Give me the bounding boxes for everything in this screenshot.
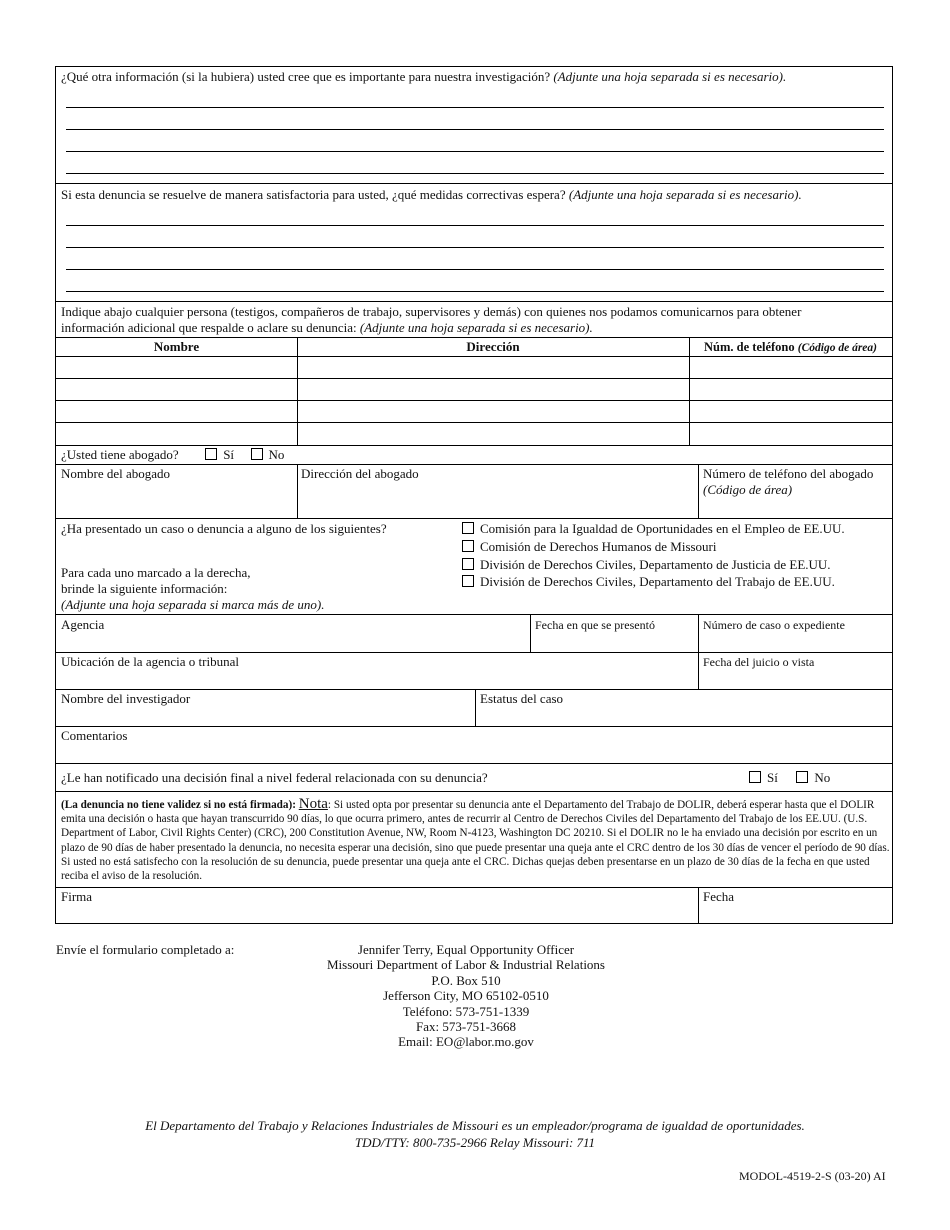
status-label: Estatus del caso (480, 691, 564, 706)
remedy-line-1[interactable] (66, 225, 884, 226)
attorney-name-label: Nombre del abogado (61, 466, 171, 481)
mail-to-label: Envíe el formulario completado a: (56, 942, 235, 957)
address-line: P.O. Box 510 (431, 972, 501, 988)
other-info-line-4[interactable] (66, 173, 884, 174)
location-fields[interactable] (56, 652, 892, 689)
col-divider (689, 337, 690, 445)
table-row[interactable] (56, 356, 892, 357)
col-name-header: Nombre (153, 339, 200, 354)
table-row[interactable] (56, 378, 892, 379)
attorney-no-checkbox[interactable] (251, 448, 263, 460)
col-address-header: Dirección (466, 339, 520, 354)
case-number-label: Número de caso o expediente (703, 618, 845, 632)
witnesses-instruction: Indique abajo cualquier persona (testigos, compañeros de trabajo, supervisores y demás) con quienes nos podamos comunicarnos para obtener (61, 304, 802, 319)
location-label: Ubicación de la agencia o tribunal (61, 654, 239, 669)
attorney-address-label: Dirección del abogado (301, 466, 419, 481)
tdd-line: TDD/TTY: 800-735-2966 Relay Missouri: 711 (354, 1135, 596, 1150)
address-line: Jefferson City, MO 65102-0510 (383, 988, 549, 1004)
investigator-fields[interactable] (56, 689, 892, 726)
divider (56, 183, 892, 184)
other-info-line-1[interactable] (66, 107, 884, 108)
mail-to-address (300, 942, 632, 1050)
address-line: Missouri Department of Labor & Industrial Relations (326, 957, 605, 973)
option-mchr-checkbox[interactable] (462, 540, 474, 552)
complaint-form (55, 66, 893, 924)
prior-case-instruction-1: Para cada uno marcado a la derecha, (61, 565, 251, 580)
federal-decision-options: Sí No (749, 770, 830, 786)
table-bottom (56, 445, 892, 446)
option-dol-checkbox[interactable] (462, 575, 474, 587)
federal-decision-question: ¿Le han notificado una decisión final a nivel federal relacionada con su denuncia? (61, 770, 488, 785)
divider (56, 763, 892, 764)
col-divider (297, 337, 298, 445)
equal-opportunity-statement: El Departamento del Trabajo y Relaciones Industriales de Missouri es un empleador/programa de igualdad de oportunidades. (145, 1118, 805, 1133)
investigator-label: Nombre del investigador (61, 691, 191, 706)
table-top (56, 337, 892, 338)
table-row[interactable] (56, 422, 892, 423)
form-id: MODOL-4519-2-S (03-20) AI (739, 1169, 886, 1183)
divider (56, 791, 892, 792)
federal-yes-checkbox[interactable] (749, 771, 761, 783)
attorney-question: ¿Usted tiene abogado? Sí No (61, 447, 285, 462)
agency-label: Agencia (61, 617, 105, 632)
footer-statement (0, 1117, 950, 1151)
date-label: Fecha (703, 889, 735, 904)
option-eeoc-checkbox[interactable] (462, 522, 474, 534)
other-info-line-3[interactable] (66, 151, 884, 152)
agency-fields[interactable] (56, 614, 892, 652)
fax-line: Fax: 573-751-3668 (415, 1019, 517, 1035)
email-line: Email: EO@labor.mo.gov (398, 1034, 534, 1050)
comments-label: Comentarios (61, 728, 128, 743)
remedy-line-3[interactable] (66, 269, 884, 270)
divider (56, 301, 892, 302)
option-eeoc: Comisión para la Igualdad de Oportunidades en el Empleo de EE.UU. (462, 521, 845, 537)
remedy-line-2[interactable] (66, 247, 884, 248)
address-line: Jennifer Terry, Equal Opportunity Officer (357, 942, 575, 957)
legal-note: (La denuncia no tiene validez si no está firmada): Nota: Si usted opta por presentar su denuncia ante el Departamento del Trabajo de DOLIR, deberá esperar hasta que el DOLIR emita una decisión o hasta que hayan transcurrido 90 días, lo que ocurra primero, antes de recurrir al Centro de Derechos Civiles del Departamento del Trabajo de los EE.UU. (U.S. Department of Labor, Civil Rights Center) (CRC), 200 Constitution Avenue, NW, Room N-4123, Washington DC 20210. Si el DOLIR no le ha enviado una decisión por escrito en un plazo de 90 días de haber presentado la denuncia, no necesita esperar una decisión, sino que puede presentar una queja ante el CRC dentro de los 30 días de vencer el período de 90 días. Si usted no está satisfecho con la resolución de su denuncia, puede presentar una queja ante el CRC. Dichas quejas deben presentarse en un plazo de 30 días de la fecha en que usted reciba el aviso de la resolución. (61, 796, 890, 883)
filed-date-label: Fecha en que se presentó (535, 618, 655, 632)
prior-case-question: ¿Ha presentado un caso o denuncia a alguno de los siguientes? (61, 521, 387, 536)
attorney-yes-checkbox[interactable] (205, 448, 217, 460)
other-info-question: ¿Qué otra información (si la hubiera) usted cree que es importante para nuestra investigación? (Adjunte una hoja separada si es necesario). (61, 69, 787, 84)
other-info-line-2[interactable] (66, 129, 884, 130)
attorney-phone-hint: (Código de área) (703, 482, 793, 497)
phone-line: Teléfono: 573-751-1339 (402, 1003, 530, 1019)
attorney-phone-label: Número de teléfono del abogado (703, 466, 874, 481)
option-mchr: Comisión de Derechos Humanos de Missouri (462, 539, 717, 555)
federal-no-checkbox[interactable] (796, 771, 808, 783)
remedy-line-4[interactable] (66, 291, 884, 292)
witnesses-instruction-2: información adicional que respalde o aclare su denuncia: (Adjunte una hoja separada si es necesario). (61, 320, 593, 335)
divider (56, 518, 892, 519)
prior-case-hint: (Adjunte una hoja separada si marca más de uno). (61, 597, 325, 612)
option-doj: División de Derechos Civiles, Departamento de Justicia de EE.UU. (462, 557, 831, 573)
remedy-question: Si esta denuncia se resuelve de manera satisfactoria para usted, ¿qué medidas correctivas espera? (Adjunte una hoja separada si es necesario). (61, 187, 802, 202)
signature-fields[interactable] (56, 887, 892, 923)
attorney-fields[interactable] (56, 464, 892, 518)
option-doj-checkbox[interactable] (462, 558, 474, 570)
table-row[interactable] (56, 400, 892, 401)
col-phone-header: Núm. de teléfono (Código de área) (704, 340, 877, 354)
option-dol: División de Derechos Civiles, Departamento del Trabajo de EE.UU. (462, 574, 835, 590)
comments-field[interactable] (56, 726, 892, 763)
prior-case-instruction-2: brinde la siguiente información: (61, 581, 228, 596)
signature-label: Firma (61, 889, 93, 904)
hearing-date-label: Fecha del juicio o vista (703, 655, 815, 669)
